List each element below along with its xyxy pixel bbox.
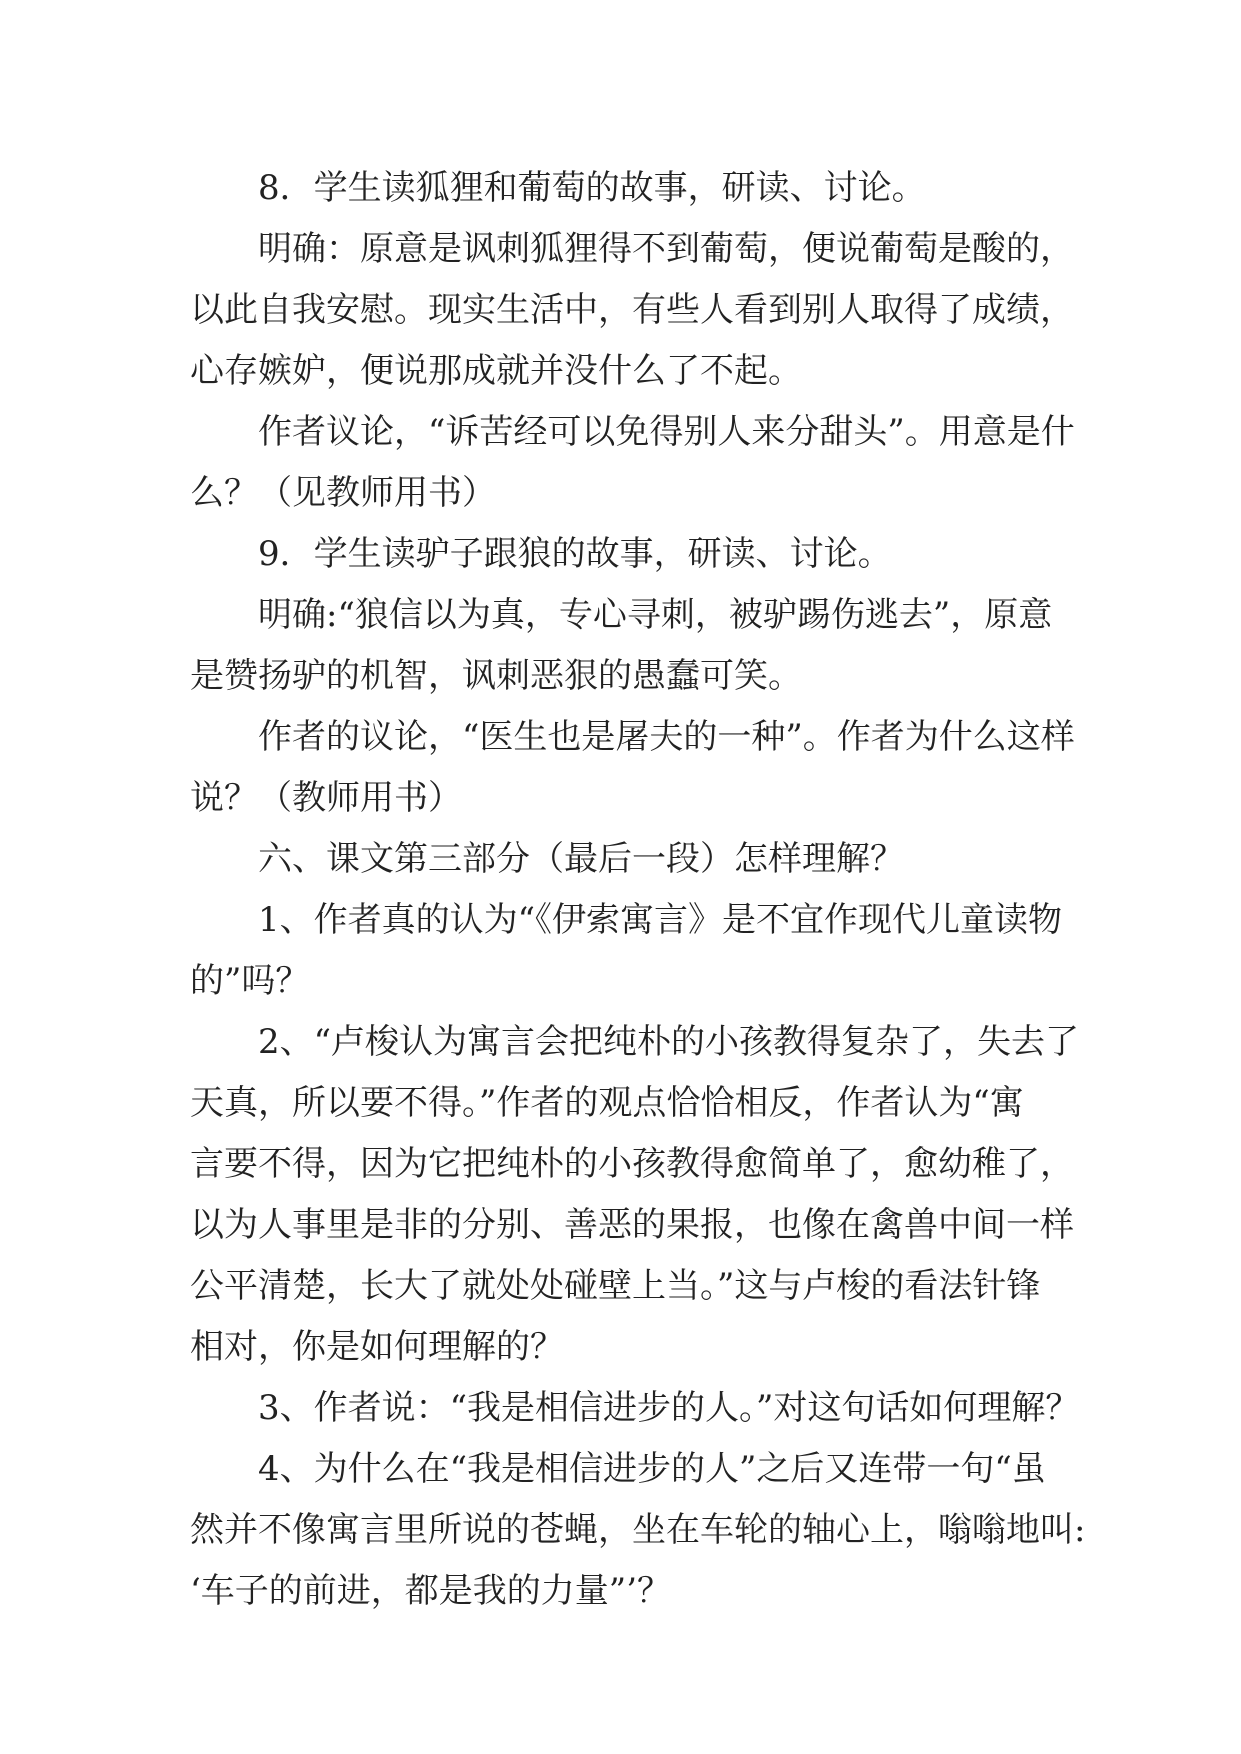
text-line: 3、作者说：“我是相信进步的人。”对这句话如何理解？ — [258, 1388, 1080, 1428]
text-line: 公平清楚，长大了就处处碰壁上当。”这与卢梭的看法针锋 — [190, 1266, 1041, 1306]
text-line: 明确：原意是讽刺狐狸得不到葡萄，便说葡萄是酸的， — [258, 229, 1074, 269]
text-line: 9．学生读驴子跟狼的故事，研读、讨论。 — [258, 534, 892, 574]
text-line: 然并不像寓言里所说的苍蝇，坐在车轮的轴心上，嗡嗡地叫: — [190, 1510, 1086, 1550]
text-line: 明确:“狼信以为真，专心寻刺，被驴踢伤逃去”，原意 — [258, 595, 1053, 635]
section-heading: 六、课文第三部分（最后一段）怎样理解？ — [258, 839, 904, 879]
text-line: 作者的议论，“医生也是屠夫的一种”。作者为什么这样 — [258, 717, 1075, 757]
text-line: 4、为什么在“我是相信进步的人”之后又连带一句“虽 — [258, 1449, 1046, 1489]
text-line: ‘车子的前进，都是我的力量”’？ — [190, 1571, 671, 1611]
text-line: 8．学生读狐狸和葡萄的故事，研读、讨论。 — [258, 168, 926, 208]
text-line: 心存嫉妒，便说那成就并没什么了不起。 — [190, 351, 802, 391]
document-body — [190, 158, 1086, 1622]
text-line: 么？（见教师用书） — [190, 473, 496, 513]
text-line: 以此自我安慰。现实生活中，有些人看到别人取得了成绩， — [190, 290, 1074, 330]
text-line: 天真，所以要不得。”作者的观点恰恰相反，作者认为“寓 — [190, 1083, 1024, 1123]
text-line: 说？（教师用书） — [190, 778, 462, 818]
text-line: 作者议论，“诉苦经可以免得别人来分甜头”。用意是什 — [258, 412, 1075, 452]
text-line: 以为人事里是非的分别、善恶的果报，也像在禽兽中间一样 — [190, 1205, 1074, 1245]
text-line: 的”吗？ — [190, 961, 310, 1001]
text-line: 言要不得，因为它把纯朴的小孩教得愈简单了，愈幼稚了， — [190, 1144, 1074, 1184]
text-line: 相对，你是如何理解的？ — [190, 1327, 564, 1367]
text-line: 1、作者真的认为“《伊索寓言》是不宜作现代儿童读物 — [258, 900, 1063, 940]
text-line: 是赞扬驴的机智，讽刺恶狠的愚蠢可笑。 — [190, 656, 802, 696]
text-line: 2、“卢梭认为寓言会把纯朴的小孩教得复杂了，失去了 — [258, 1022, 1080, 1062]
